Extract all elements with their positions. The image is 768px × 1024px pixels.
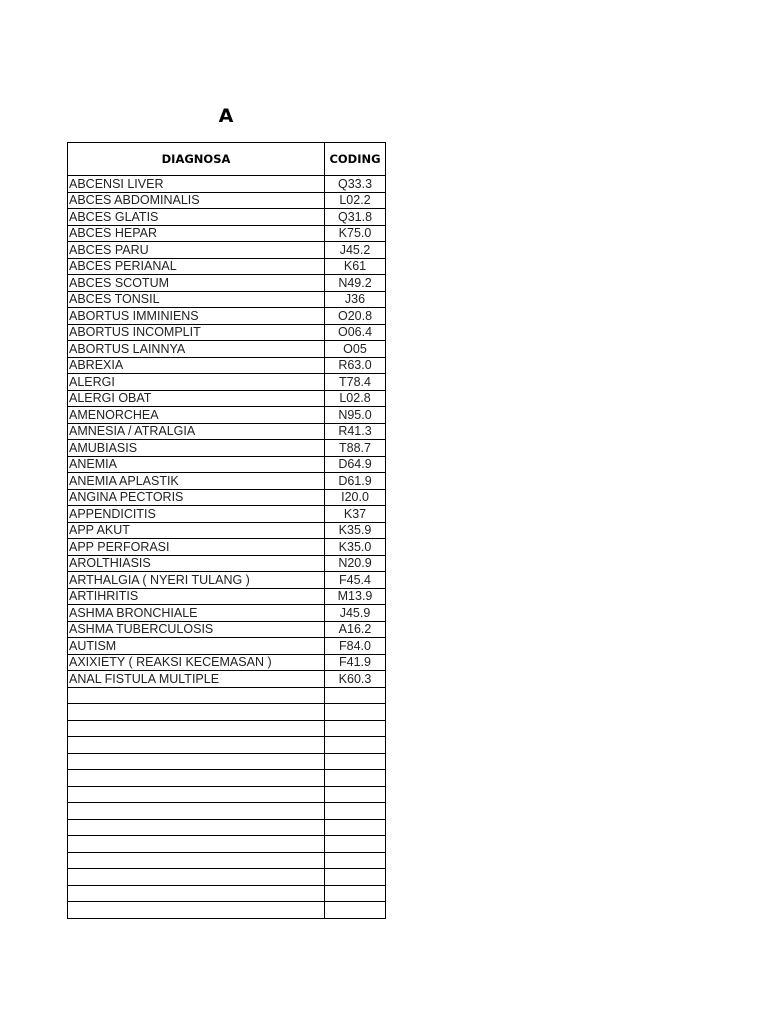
diagnosis-cell: ANEMIA APLASTIK xyxy=(68,473,325,490)
table-row xyxy=(68,258,386,275)
table-row xyxy=(68,704,386,721)
table-row xyxy=(68,885,386,902)
table-row xyxy=(68,506,386,523)
code-cell: N20.9 xyxy=(325,555,386,572)
diagnosis-cell: AXIXIETY ( REAKSI KECEMASAN ) xyxy=(68,654,325,671)
table-row xyxy=(68,341,386,358)
code-cell: Q31.8 xyxy=(325,209,386,226)
diagnosis-cell: ASHMA BRONCHIALE xyxy=(68,605,325,622)
diagnosis-cell: ANAL FISTULA MULTIPLE xyxy=(68,671,325,688)
code-cell xyxy=(325,737,386,754)
code-cell: J45.2 xyxy=(325,242,386,259)
code-cell: K60.3 xyxy=(325,671,386,688)
diagnosis-cell: ARTIHRITIS xyxy=(68,588,325,605)
table-row xyxy=(68,869,386,886)
diagnosis-cell: APP AKUT xyxy=(68,522,325,539)
table-row xyxy=(68,819,386,836)
diagnosis-cell: APPENDICITIS xyxy=(68,506,325,523)
code-cell: D64.9 xyxy=(325,456,386,473)
table-row xyxy=(68,242,386,259)
table-row xyxy=(68,605,386,622)
table-row xyxy=(68,522,386,539)
code-cell: M13.9 xyxy=(325,588,386,605)
diagnosis-cell: ABCES SCOTUM xyxy=(68,275,325,292)
table-row xyxy=(68,902,386,919)
table-row xyxy=(68,192,386,209)
code-cell: I20.0 xyxy=(325,489,386,506)
code-cell: F41.9 xyxy=(325,654,386,671)
diagnosis-cell: ABCES GLATIS xyxy=(68,209,325,226)
diagnosis-cell: AROLTHIASIS xyxy=(68,555,325,572)
diagnosis-cell: ABREXIA xyxy=(68,357,325,374)
diagnosis-cell: AUTISM xyxy=(68,638,325,655)
diagnosis-cell: ABCES PERIANAL xyxy=(68,258,325,275)
code-cell: O05 xyxy=(325,341,386,358)
table-row xyxy=(68,209,386,226)
table-row xyxy=(68,308,386,325)
table-row xyxy=(68,770,386,787)
diagnosis-cell xyxy=(68,803,325,820)
page-heading: A xyxy=(218,105,234,127)
code-cell: K75.0 xyxy=(325,225,386,242)
diagnosis-cell: ANGINA PECTORIS xyxy=(68,489,325,506)
code-cell: D61.9 xyxy=(325,473,386,490)
diagnosis-cell: ABCES HEPAR xyxy=(68,225,325,242)
table-row xyxy=(68,638,386,655)
code-cell xyxy=(325,902,386,919)
code-cell: F84.0 xyxy=(325,638,386,655)
table-row xyxy=(68,456,386,473)
diagnosis-cell xyxy=(68,852,325,869)
code-cell: K37 xyxy=(325,506,386,523)
table-row xyxy=(68,225,386,242)
table-row xyxy=(68,720,386,737)
code-cell: J36 xyxy=(325,291,386,308)
table-row xyxy=(68,176,386,193)
code-cell: J45.9 xyxy=(325,605,386,622)
code-cell: T78.4 xyxy=(325,374,386,391)
code-cell xyxy=(325,704,386,721)
code-cell xyxy=(325,803,386,820)
code-cell: O06.4 xyxy=(325,324,386,341)
table-row xyxy=(68,275,386,292)
table-row xyxy=(68,473,386,490)
diagnosa-column-header: DIAGNOSA xyxy=(68,143,325,176)
code-cell xyxy=(325,852,386,869)
table-row xyxy=(68,539,386,556)
code-cell xyxy=(325,885,386,902)
diagnosis-cell: APP PERFORASI xyxy=(68,539,325,556)
table-body xyxy=(68,176,386,919)
table-row xyxy=(68,324,386,341)
diagnosis-cell xyxy=(68,902,325,919)
code-cell: R41.3 xyxy=(325,423,386,440)
diagnosis-cell xyxy=(68,753,325,770)
table-row xyxy=(68,423,386,440)
diagnosis-cell: AMNESIA / ATRALGIA xyxy=(68,423,325,440)
code-cell: K61 xyxy=(325,258,386,275)
table-row xyxy=(68,753,386,770)
code-cell xyxy=(325,720,386,737)
table-row xyxy=(68,836,386,853)
diagnosis-cell xyxy=(68,687,325,704)
code-cell xyxy=(325,786,386,803)
table-row xyxy=(68,588,386,605)
code-cell: F45.4 xyxy=(325,572,386,589)
table-row xyxy=(68,407,386,424)
code-cell: N95.0 xyxy=(325,407,386,424)
code-cell xyxy=(325,819,386,836)
table-row xyxy=(68,390,386,407)
diagnosis-cell xyxy=(68,704,325,721)
code-cell: A16.2 xyxy=(325,621,386,638)
table-row xyxy=(68,489,386,506)
code-cell: T88.7 xyxy=(325,440,386,457)
table-row xyxy=(68,803,386,820)
table-row xyxy=(68,737,386,754)
diagnosis-cell xyxy=(68,819,325,836)
diagnosis-cell: ABORTUS IMMINIENS xyxy=(68,308,325,325)
table-row xyxy=(68,654,386,671)
table-row xyxy=(68,687,386,704)
code-cell: K35.0 xyxy=(325,539,386,556)
diagnosis-cell: ABORTUS INCOMPLIT xyxy=(68,324,325,341)
code-cell xyxy=(325,753,386,770)
diagnosis-cell: ANEMIA xyxy=(68,456,325,473)
diagnosis-cell xyxy=(68,836,325,853)
diagnosis-cell: ARTHALGIA ( NYERI TULANG ) xyxy=(68,572,325,589)
code-cell: L02.8 xyxy=(325,390,386,407)
table-row xyxy=(68,671,386,688)
code-cell: R63.0 xyxy=(325,357,386,374)
table-row xyxy=(68,374,386,391)
code-cell xyxy=(325,836,386,853)
table-row xyxy=(68,572,386,589)
diagnosis-cell: ABORTUS LAINNYA xyxy=(68,341,325,358)
diagnosis-cell xyxy=(68,869,325,886)
diagnosis-cell xyxy=(68,885,325,902)
code-cell: Q33.3 xyxy=(325,176,386,193)
code-cell: O20.8 xyxy=(325,308,386,325)
diagnosis-cell: ASHMA TUBERCULOSIS xyxy=(68,621,325,638)
diagnosis-cell: ABCES PARU xyxy=(68,242,325,259)
table-row xyxy=(68,852,386,869)
table-row xyxy=(68,786,386,803)
table-row xyxy=(68,621,386,638)
code-cell: L02.2 xyxy=(325,192,386,209)
diagnosis-cell: ABCES TONSIL xyxy=(68,291,325,308)
code-cell xyxy=(325,770,386,787)
diagnosis-cell: ABCENSI LIVER xyxy=(68,176,325,193)
table-header-row xyxy=(68,143,386,176)
diagnosis-cell: AMUBIASIS xyxy=(68,440,325,457)
diagnosis-cell: ABCES ABDOMINALIS xyxy=(68,192,325,209)
diagnosis-cell xyxy=(68,786,325,803)
diagnosis-cell xyxy=(68,770,325,787)
table-row xyxy=(68,555,386,572)
table-row xyxy=(68,440,386,457)
table-row xyxy=(68,291,386,308)
code-cell xyxy=(325,687,386,704)
code-cell: N49.2 xyxy=(325,275,386,292)
coding-column-header: CODING xyxy=(325,143,386,176)
diagnosis-cell xyxy=(68,737,325,754)
diagnosis-cell: ALERGI xyxy=(68,374,325,391)
table-row xyxy=(68,357,386,374)
code-cell: K35.9 xyxy=(325,522,386,539)
diagnosis-cell: AMENORCHEA xyxy=(68,407,325,424)
diagnosis-cell xyxy=(68,720,325,737)
diagnosis-cell: ALERGI OBAT xyxy=(68,390,325,407)
diagnosis-code-table xyxy=(67,142,386,919)
code-cell xyxy=(325,869,386,886)
